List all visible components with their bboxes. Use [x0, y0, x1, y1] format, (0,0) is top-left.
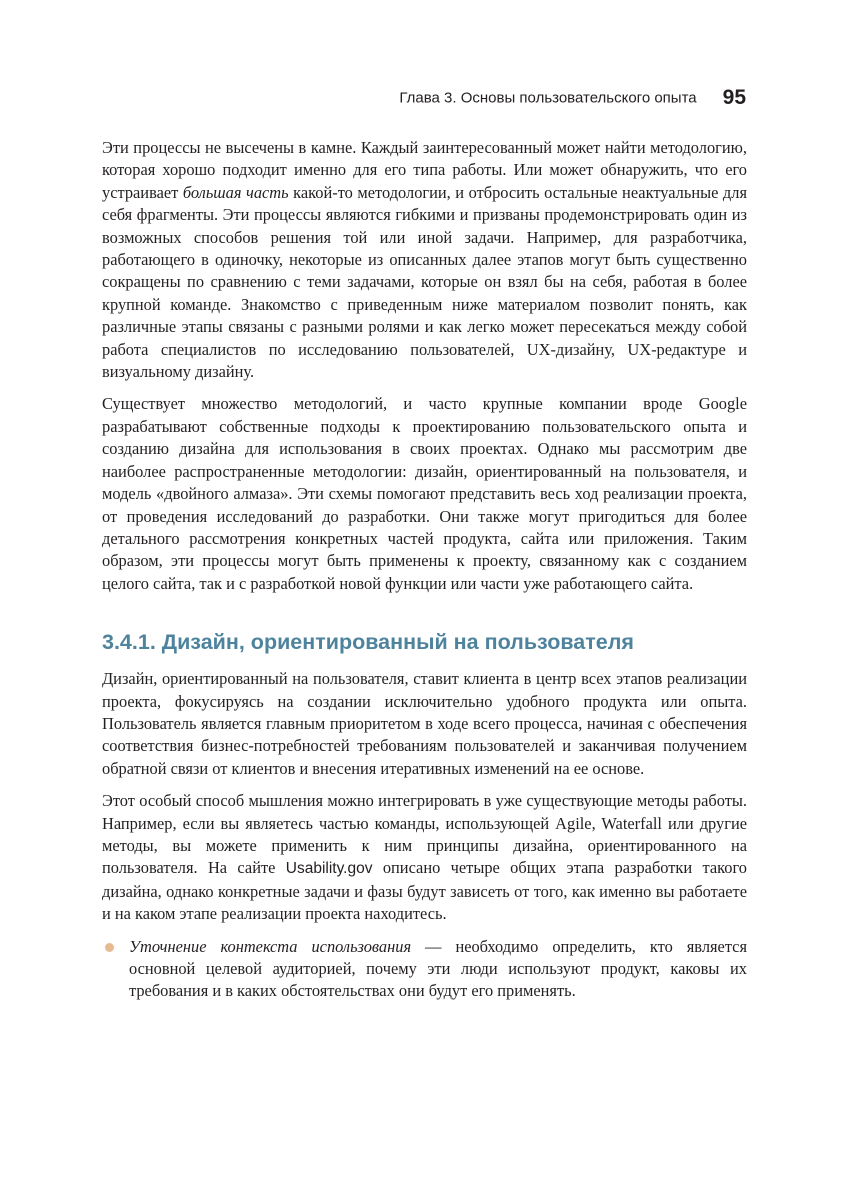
bullet-list	[102, 936, 747, 1003]
paragraph-text: какой-то методологии, и отбросить остальные неактуальные для себя фрагменты. Эти процессы являются гибкими и призваны продемонстрировать один из возможных способов решения той или иной задачи. Например, для разработчика, работающего в одиночку, некоторые из описанных далее этапов могут быть существенно сокращены по сравнению с теми задачами, которые он взял бы на себя, работая в более крупной команде. Знакомство с приведенным ниже материалом позволит понять, как различные этапы связаны с разными ролями и как легко может пересекаться между собой работа специалистов по исследованию пользователей, UX-дизайну, UX-редактуре и визуальному дизайну.	[102, 182, 747, 382]
emphasis-text: большая часть	[182, 182, 289, 202]
paragraph-3: Дизайн, ориентированный на пользователя, ставит клиента в центр всех этапов реализации проекта, фокусируясь на создании исключительно удобного продукта или опыта. Пользователь является главным приоритетом в ходе всего процесса, начиная с обеспечения соответствия бизнес-потребностей требованиям пользователей и заканчивая получением обратной связи от клиентов и внесения итеративных изменений на ее основе.	[102, 669, 747, 778]
list-item	[102, 936, 747, 1003]
paragraph-2: Существует множество методологий, и часто крупные компании вроде Google разрабатывают собственные подходы к проектированию пользовательского опыта и созданию дизайна для использования в своих проектах. Однако мы рассмотрим две наиболее распространенные методологии: дизайн, ориентированный на пользователя, и модель «двойного алмаза». Эти схемы помогают представить весь ход реализации проекта, от проведения исследований до разработки. Они также могут пригодиться для более детального рассмотрения конкретных частей продукта, сайта или приложения. Таким образом, эти процессы могут быть применены к проекту, связанному как с созданием целого сайта, так и с разработкой новой функции или части уже работающего сайта.	[102, 394, 747, 593]
paragraph-text: описано четыре общих этапа разработки такого дизайна, однако конкретные задачи и фазы будут зависеть от того, как именно вы работаете и на каком этапе реализации проекта находитесь.	[102, 858, 747, 924]
bullet-text: — необходимо определить, кто является основной целевой аудиторией, почему эти люди используют продукт, каковы их требования и в каких обстоятельствах они будут его применять.	[129, 936, 747, 1001]
bullet-dot-icon	[105, 943, 114, 952]
chapter-title: Глава 3. Основы пользовательского опыта	[399, 89, 697, 107]
running-header	[102, 86, 746, 110]
paragraph-4	[102, 790, 747, 925]
page-number: 95	[722, 86, 746, 109]
bullet-term: Уточнение контекста использования	[129, 936, 412, 956]
paragraph-1	[102, 137, 747, 383]
paragraph-text: Этот особый способ мышления можно интегрировать в уже существующие методы работы. Например, если вы являетесь частью команды, использующей Agile, Waterfall или другие методы, вы можете применить к ним принципы дизайна, ориентированного на пользователя. На сайте	[102, 791, 747, 878]
page-body	[102, 137, 747, 1003]
paragraph-text: Эти процессы не высечены в камне. Каждый заинтересованный может найти методологию, которая хорошо подходит именно для его типа работы. Или может обнаружить, что его устраивает	[102, 138, 747, 202]
section-heading: 3.4.1. Дизайн, ориентированный на пользователя	[102, 630, 634, 655]
site-name: Usability.gov	[285, 860, 373, 878]
